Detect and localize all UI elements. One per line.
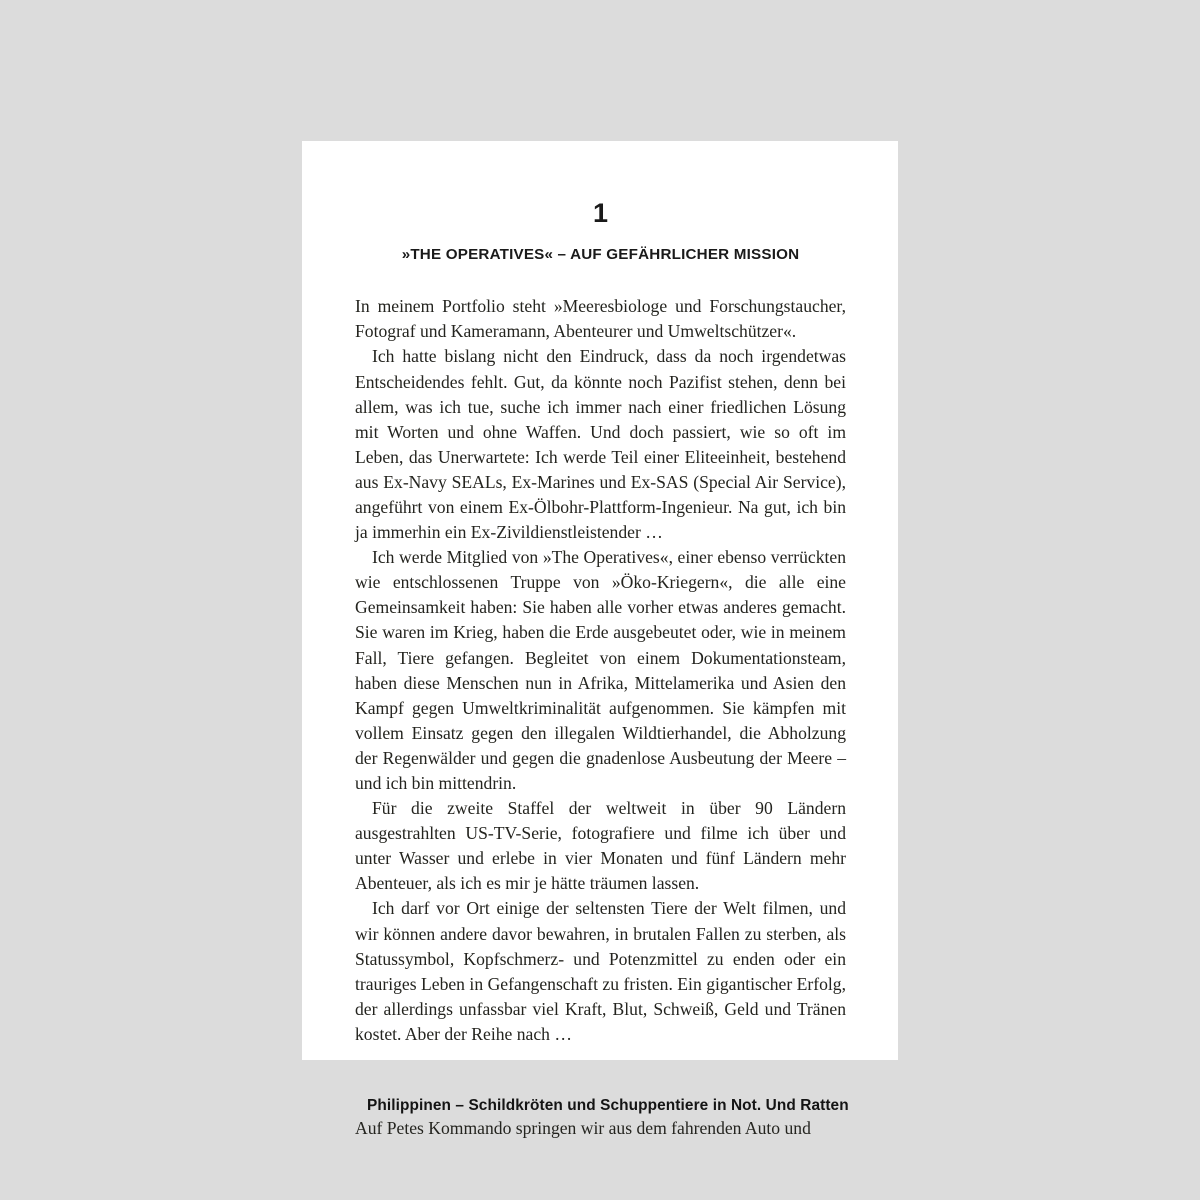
page-content-column [355,141,849,1141]
paragraph-operatives-mitglied: Ich werde Mitglied von »The Operatives«, einer ebenso verrückten wie entschlossenen Truppe von »Öko-Kriegern«, die alle eine Gemeinsamkeit haben: Sie haben alle vorher etwas anderes gemacht. Sie waren im Krieg, haben die Erde ausgebeutet oder, wie in meinem Fall, Tiere gefangen. Begleitet von einem Dokumentationsteam, haben diese Menschen nun in Afrika, Mittelamerika und Asien den Kampf gegen Umweltkriminalität aufgenommen. Sie kämpfen mit vollem Einsatz gegen den illegalen Wildtierhandel, die Abholzung der Regenwälder und gegen die gnadenlose Ausbeutung der Meere – und ich bin mittendrin. [355,547,846,794]
body-text-block [355,294,846,1047]
paragraph-zweite-staffel: Für die zweite Staffel der weltweit in über 90 Ländern ausgestrahlten US-TV-Serie, fotografiere und filme ich über und unter Wasser und erlebe in vier Monaten und fünf Ländern mehr Abenteuer, als ich es mir je hätte träumen lassen. [355,798,846,894]
section-subheading-philippinen: Philippinen – Schildkröten und Schuppentiere in Not. Und Ratten [367,1097,849,1115]
paragraph-intro: In meinem Portfolio steht »Meeresbiologe und Forschungstaucher, Fotograf und Kameramann, Abenteurer und Umweltschützer«. [355,296,846,342]
paragraph-seltenste-tiere: Ich darf vor Ort einige der seltensten Tiere der Welt filmen, und wir können andere davor bewahren, in brutalen Fallen zu sterben, als Statussymbol, Kopfschmerz- und Potenzmittel zu enden oder ein trauriges Leben in Gefangenschaft zu fristen. Ein gigantischer Erfolg, der allerdings unfassbar viel Kraft, Blut, Schweiß, Geld und Tränen kostet. Aber der Reihe nach … [355,898,846,1044]
chapter-title: »THE OPERATIVES« – AUF GEFÄHRLICHER MISSION [401,246,800,263]
paragraph-philippinen-opening: Auf Petes Kommando springen wir aus dem fahrenden Auto und [355,1118,811,1139]
paragraph-eliteeinheit: Ich hatte bislang nicht den Eindruck, dass da noch irgendetwas Entscheidendes fehlt. Gut, da könnte noch Pazifist stehen, denn bei allem, was ich tue, suche ich immer nach einer friedlichen Lösung mit Worten und ohne Waffen. Und doch passiert, wie so oft im Leben, das Unerwartete: Ich werde Teil einer Eliteeinheit, bestehend aus Ex-Navy SEALs, Ex-Marines und Ex-SAS (Special Air Service), angeführt von einem Ex-Ölbohr-Plattform-Ingenieur. Na gut, ich bin ja immerhin ein Ex-Zivildienstleistender … [355,346,846,543]
chapter-number: 1 [592,198,609,228]
book-page [302,141,898,1139]
